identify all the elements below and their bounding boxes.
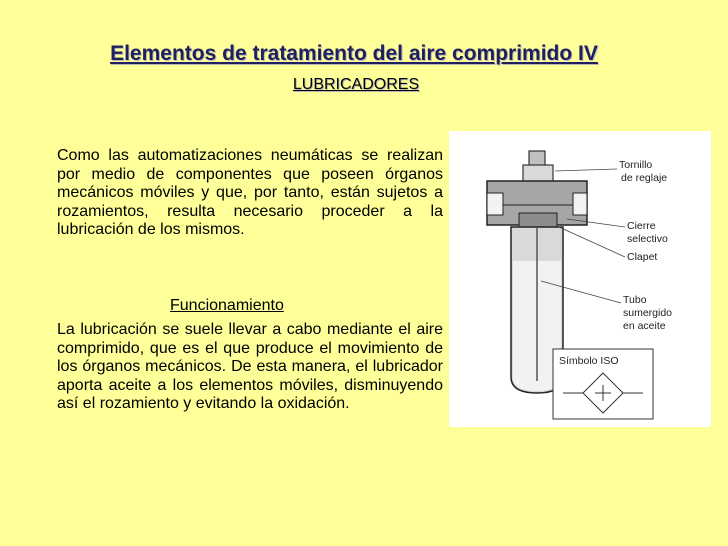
section-paragraph: La lubricación se suele llevar a cabo mediante el aire comprimido, que es el que produce el movimiento de los órganos mecánicos. De esta manera, el lubricador aporta aceite a los elementos móviles, disminuyendo así el rozamiento y evitando la oxidación. <box>57 321 443 412</box>
slide-title: Elementos de tratamiento del aire comprimido IV <box>110 42 598 65</box>
label-cierre-2: selectivo <box>627 233 668 245</box>
lubricator-diagram <box>449 131 711 427</box>
label-tubo-1: Tubo <box>623 294 647 306</box>
iso-symbol <box>553 349 653 419</box>
label-cierre-1: Cierre <box>627 220 656 232</box>
label-tubo-2: sumergido <box>623 307 673 319</box>
slide-subtitle: LUBRICADORES <box>292 76 420 93</box>
label-tornillo-2: de reglaje <box>621 172 668 184</box>
label-tornillo-1: Tornillo <box>619 159 653 171</box>
intro-paragraph: Como las automatizaciones neumáticas se realizan por medio de componentes que poseen órganos mecánicos móviles y que, por tanto, están sujetos a rozamientos, resulta necesario proceder a la lubricación de los mismos. <box>57 147 443 238</box>
label-clapet: Clapet <box>627 251 658 263</box>
label-iso: Símbolo ISO <box>559 355 619 367</box>
label-tubo-3: en aceite <box>623 320 666 332</box>
section-heading: Funcionamiento <box>170 297 284 314</box>
